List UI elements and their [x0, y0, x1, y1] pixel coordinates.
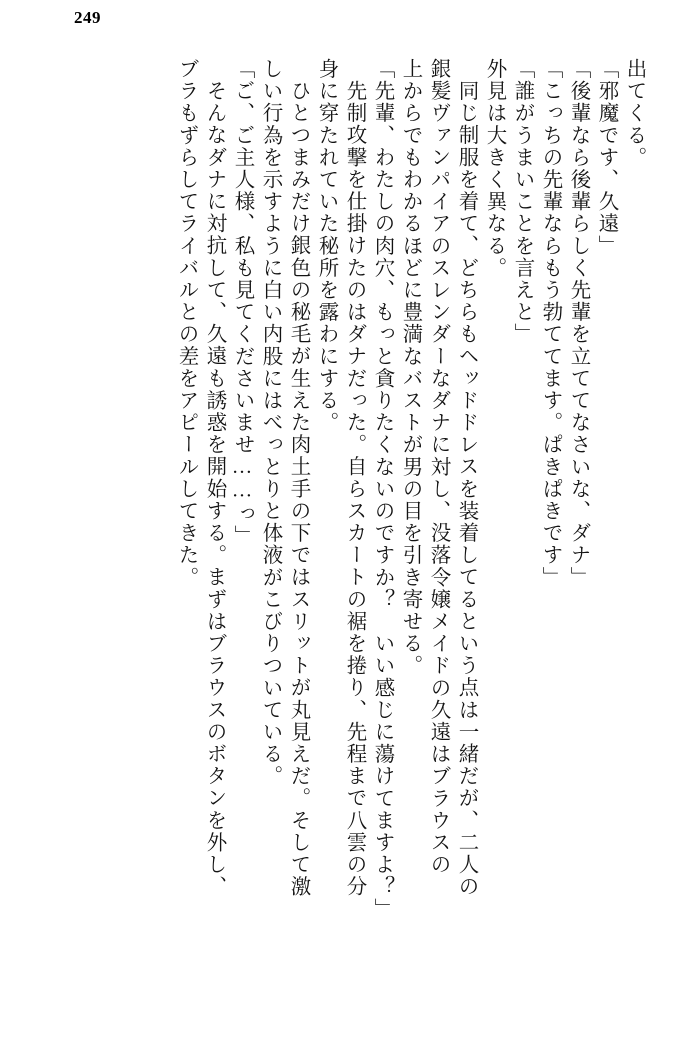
text-line: 銀髪ヴァンパイアのスレンダーなダナに対し、没落令嬢メイドの久遠はブラウスの: [427, 58, 449, 876]
text-line: 先制攻撃を仕掛けたのはダナだった。自らスカートの裾を捲り、先程まで八雲の分: [343, 80, 365, 898]
text-line: 「ご、ご主人様、私も見てくださいませ……っ」: [231, 58, 253, 548]
text-line: ひとつまみだけ銀色の秘毛が生えた肉土手の下ではスリットが丸見えだ。そして激: [287, 80, 309, 898]
text-line: 「後輩なら後輩らしく先輩を立ててなさいな、ダナ」: [567, 58, 589, 589]
text-line: 「誰がうまいことを言えと」: [511, 58, 533, 346]
text-line: 上からでもわかるほどに豊満なバストが男の目を引き寄せる。: [399, 58, 421, 677]
text-line: 「先輩、わたしの肉穴、もっと貪りたくないのですか？ いい感じに蕩けてますよ？」: [371, 58, 393, 920]
body-text-columns: [46, 58, 644, 1022]
text-line: 出てくる。: [623, 58, 645, 169]
page-number: 249: [74, 8, 101, 27]
text-line: そんなダナに対抗して、久遠も誘惑を開始する。まずはブラウスのボタンを外し、: [203, 80, 225, 898]
text-line: 身に穿たれていた秘所を露わにする。: [315, 58, 337, 434]
text-line: 「こっちの先輩ならもう勃ててます。ぱきぱきです」: [539, 58, 561, 589]
text-line: 外見は大きく異なる。: [483, 58, 505, 279]
text-line: ブラもずらしてライバルとの差をアピールしてきた。: [175, 58, 197, 589]
text-line: 「邪魔です、久遠」: [595, 58, 617, 257]
text-line: 同じ制服を着て、どちらもヘッドドレスを装着してるという点は一緒だが、二人の: [455, 80, 477, 898]
text-line: しい行為を示すように白い内股にはべっとりと体液がこびりついている。: [259, 58, 281, 788]
